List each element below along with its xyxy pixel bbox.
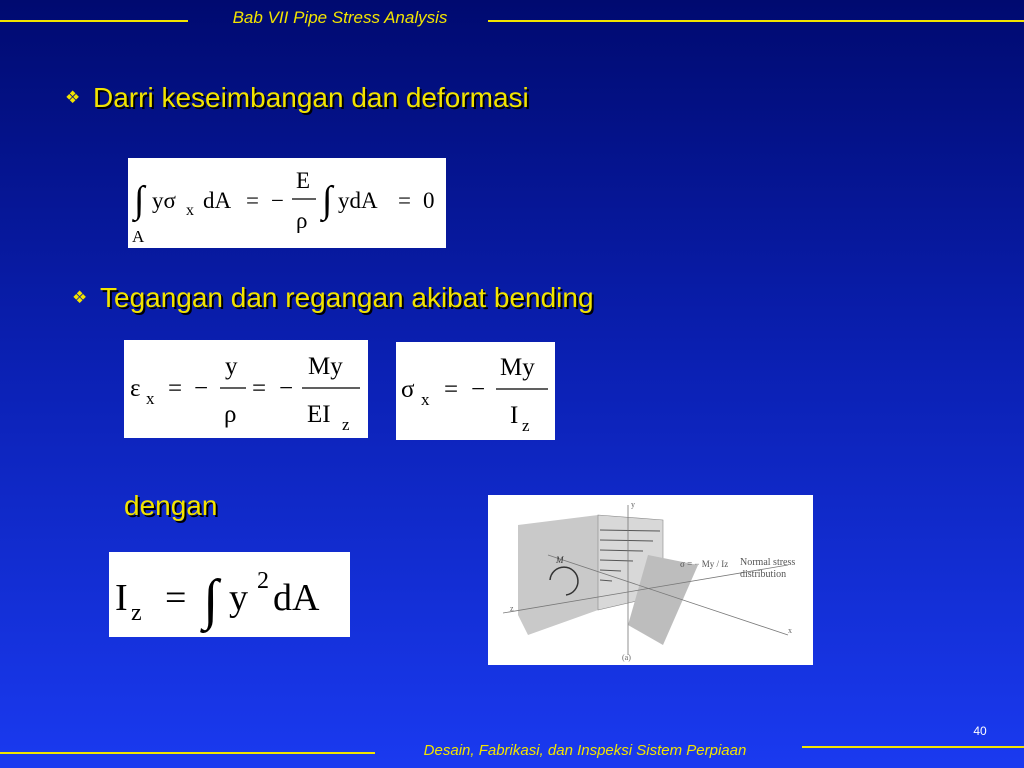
footer-rule-left bbox=[0, 752, 375, 754]
svg-text:A: A bbox=[132, 227, 145, 246]
header-rule-left bbox=[0, 20, 188, 22]
diamond-bullet-icon: ❖ bbox=[72, 288, 88, 307]
svg-text:E: E bbox=[296, 168, 311, 193]
figure-tag: (a) bbox=[622, 653, 631, 662]
bullet-1-text: Darri keseimbangan dan deformasi bbox=[93, 82, 529, 113]
svg-text:x: x bbox=[421, 390, 430, 409]
svg-text:∫: ∫ bbox=[322, 179, 333, 221]
caption-line2: distribution bbox=[740, 569, 787, 580]
svg-text:EI: EI bbox=[307, 401, 331, 428]
svg-text:z: z bbox=[131, 600, 142, 626]
formula-stress bbox=[396, 342, 555, 440]
caption-line1: Normal stress bbox=[740, 557, 796, 568]
svg-text:ydA: ydA bbox=[338, 188, 378, 213]
bullet-2 bbox=[72, 282, 594, 314]
header-title: Bab VII Pipe Stress Analysis bbox=[232, 8, 448, 27]
svg-text:ρ: ρ bbox=[296, 208, 308, 233]
formula-moment-of-inertia bbox=[109, 552, 350, 637]
svg-text:=: = bbox=[165, 577, 187, 619]
formula-strain bbox=[124, 340, 368, 438]
svg-text:=: = bbox=[246, 188, 259, 213]
svg-text:0: 0 bbox=[423, 188, 435, 213]
svg-text:σ: σ bbox=[401, 376, 415, 403]
svg-text:My: My bbox=[500, 354, 535, 381]
svg-text:I: I bbox=[510, 402, 519, 429]
footer-subtitle: Desain, Fabrikasi, dan Inspeksi Sistem Perpiaan bbox=[423, 742, 747, 759]
moment-label: M bbox=[556, 555, 564, 565]
axis-y-label: y bbox=[631, 500, 635, 509]
svg-text:−: − bbox=[194, 375, 209, 402]
diagram-formula: σ = − My / Iz bbox=[680, 559, 729, 569]
axis-x-label: x bbox=[788, 626, 792, 635]
svg-text:x: x bbox=[186, 202, 194, 219]
diamond-bullet-icon: ❖ bbox=[65, 88, 81, 107]
svg-text:∫: ∫ bbox=[134, 179, 145, 221]
svg-text:My: My bbox=[308, 353, 343, 380]
svg-text:∫: ∫ bbox=[203, 569, 219, 631]
svg-text:−: − bbox=[279, 375, 294, 402]
bending-stress-diagram bbox=[488, 495, 813, 665]
bullet-2-text: Tegangan dan regangan akibat bending bbox=[100, 282, 594, 313]
axis-z-label: z bbox=[510, 604, 514, 613]
svg-text:dA: dA bbox=[203, 188, 232, 213]
svg-text:=: = bbox=[444, 376, 459, 403]
svg-text:=: = bbox=[252, 375, 267, 402]
svg-text:yσ: yσ bbox=[152, 188, 176, 213]
svg-text:y: y bbox=[225, 353, 238, 380]
header-rule-right bbox=[488, 20, 1024, 22]
page-number: 40 bbox=[973, 724, 987, 738]
svg-text:dA: dA bbox=[273, 577, 320, 619]
svg-text:z: z bbox=[522, 416, 530, 435]
svg-text:I: I bbox=[115, 577, 128, 619]
svg-text:ρ: ρ bbox=[224, 401, 237, 428]
svg-text:=: = bbox=[168, 375, 183, 402]
svg-text:=: = bbox=[398, 188, 411, 213]
svg-text:x: x bbox=[146, 389, 155, 408]
formula-equilibrium bbox=[128, 158, 446, 248]
svg-text:z: z bbox=[342, 415, 350, 434]
svg-text:ε: ε bbox=[130, 375, 141, 402]
svg-text:−: − bbox=[471, 376, 486, 403]
svg-text:2: 2 bbox=[257, 568, 269, 594]
dengan-label: dengan bbox=[124, 490, 218, 521]
svg-text:y: y bbox=[229, 577, 248, 619]
footer-rule-right bbox=[802, 746, 1024, 748]
svg-text:−: − bbox=[271, 188, 284, 213]
bullet-1 bbox=[65, 82, 529, 114]
